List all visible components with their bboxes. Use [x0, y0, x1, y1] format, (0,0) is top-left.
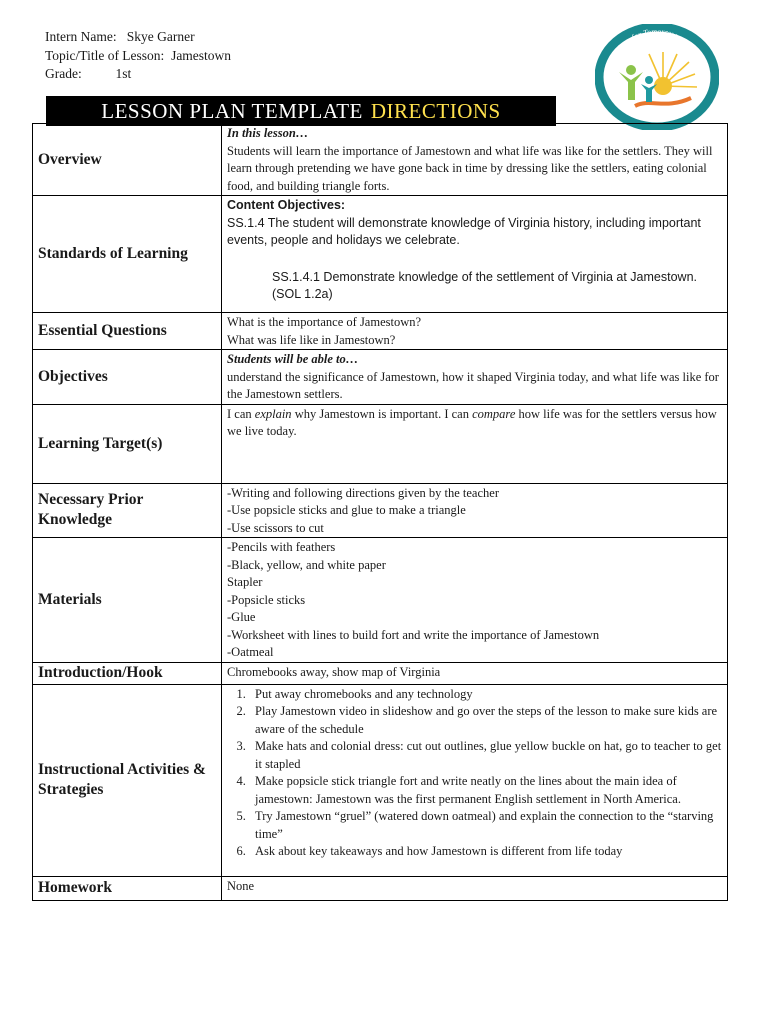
materials-row: [33, 538, 728, 663]
grade-value: 1st: [115, 66, 132, 81]
material-item: -Glue: [227, 610, 256, 624]
essential-question-2: What was life like in Jamestown?: [227, 332, 396, 347]
logo-bottom-text: VIRGINIA: [641, 111, 670, 121]
overview-label: Overview: [33, 124, 222, 196]
activities-row: [33, 684, 728, 876]
overview-intro: In this lesson…: [227, 126, 309, 140]
learning-targets-content: [222, 404, 728, 483]
introduction-hook-content: Chromebooks away, show map of Virginia: [222, 662, 728, 684]
logo-sun: [654, 77, 672, 95]
learning-targets-label: Learning Target(s): [33, 404, 222, 483]
objectives-intro: Students will be able to…: [227, 352, 359, 366]
header-info: [45, 28, 231, 84]
material-item: -Worksheet with lines to build fort and write the importance of Jamestown: [227, 627, 600, 642]
topic-row: [45, 47, 231, 66]
material-item: -Pencils with feathers: [227, 540, 336, 554]
essential-question-1: What is the importance of Jamestown?: [227, 315, 422, 329]
topic-label: Topic/Title of Lesson:: [45, 47, 165, 63]
targets-explain: explain: [254, 406, 292, 421]
logo-ring: [599, 27, 715, 127]
banner-title: LESSON PLAN TEMPLATE: [101, 98, 363, 123]
logo-arc-text: Teachers for Tomorrow: [607, 26, 679, 65]
grade-row: [45, 65, 231, 84]
homework-row: [33, 876, 728, 900]
introduction-hook-label: Introduction/Hook: [33, 662, 222, 684]
prior-knowledge-content: [222, 483, 728, 538]
standards-label: Standards of Learning: [33, 196, 222, 313]
prior-item: -Use popsicle sticks and glue to make a triangle: [227, 503, 466, 517]
materials-content: [222, 538, 728, 663]
standards-content: [222, 196, 728, 313]
objectives-content: [222, 350, 728, 405]
intern-name: Skye Garner: [126, 29, 195, 44]
homework-content: None: [222, 876, 728, 900]
objectives-label: Objectives: [33, 350, 222, 405]
teachers-for-tomorrow-logo: [595, 24, 719, 130]
activity-item: 1. Put away chromebooks and any technology: [249, 686, 722, 704]
activity-item: 2. Play Jamestown video in slideshow and go over the steps of the lesson to make sure kids are aware of the schedule: [249, 703, 722, 738]
targets-part-3: how life was for the settlers versus how we live today.: [227, 406, 717, 438]
activity-item: 4. Make popsicle stick triangle fort and write neatly on the lines about the main idea of jamestown: Jamestown was the first permanent English settlement in North America.: [249, 773, 722, 808]
learning-targets-row: [33, 404, 728, 483]
topic-value: Jamestown: [171, 47, 232, 63]
material-item: -Popsicle sticks: [227, 592, 306, 607]
activity-item: 5. Try Jamestown “gruel” (watered down oatmeal) and explain the connection to the “starving time”: [249, 808, 722, 843]
activity-item: 6. Ask about key takeaways and how Jamestown is different from life today: [249, 843, 722, 861]
material-item: -Oatmeal: [227, 645, 274, 659]
essential-questions-label: Essential Questions: [33, 313, 222, 350]
intern-row: [45, 28, 231, 47]
lesson-plan-banner: [46, 96, 556, 126]
banner-highlight: DIRECTIONS: [370, 98, 501, 123]
introduction-hook-row: [33, 662, 728, 684]
standards-row: [33, 196, 728, 313]
overview-content: [222, 124, 728, 196]
material-item: -Black, yellow, and white paper: [227, 557, 386, 572]
materials-label: Materials: [33, 538, 222, 663]
objectives-row: [33, 350, 728, 405]
activity-item: 3. Make hats and colonial dress: cut out outlines, glue yellow buckle on hat, go to teacher to get it stapled: [249, 738, 722, 773]
material-item: Stapler: [227, 575, 263, 589]
prior-knowledge-label: Necessary Prior Knowledge: [33, 483, 222, 538]
targets-compare: compare: [472, 406, 516, 421]
grade-label: Grade:: [45, 66, 82, 81]
overview-row: [33, 124, 728, 196]
homework-label: Homework: [33, 876, 222, 900]
standard-ss-1-4: SS.1.4 The student will demonstrate knowledge of Virginia history, including important events, people and holidays we celebrate.: [227, 215, 701, 247]
content-objectives-heading: Content Objectives:: [227, 198, 346, 212]
prior-knowledge-row: [33, 483, 728, 538]
prior-item: -Use scissors to cut: [227, 520, 324, 535]
activities-label: Instructional Activities & Strategies: [33, 684, 222, 876]
objectives-text: understand the significance of Jamestown, how it shaped Virginia today, and what life was like for the Jamestown settlers.: [227, 369, 719, 401]
targets-part-1: I can: [227, 406, 255, 421]
activities-list: [227, 686, 722, 861]
intern-label: Intern Name:: [45, 29, 117, 44]
essential-questions-row: [33, 313, 728, 350]
lesson-plan-table: [32, 123, 728, 901]
prior-item: -Writing and following directions given by the teacher: [227, 485, 499, 500]
essential-questions-content: [222, 313, 728, 350]
standard-ss-1-4-1: SS.1.4.1 Demonstrate knowledge of the settlement of Virginia at Jamestown. (SOL 1.2a): [272, 269, 697, 301]
activities-content: [222, 684, 728, 876]
targets-part-2: why Jamestown is important. I can: [291, 406, 473, 421]
overview-text: Students will learn the importance of Jamestown and what life was like for the settlers. They will learn through pretending we have gone back in time by dressing like the settlers, eating colonial food, and building triangle forts.: [227, 143, 713, 193]
